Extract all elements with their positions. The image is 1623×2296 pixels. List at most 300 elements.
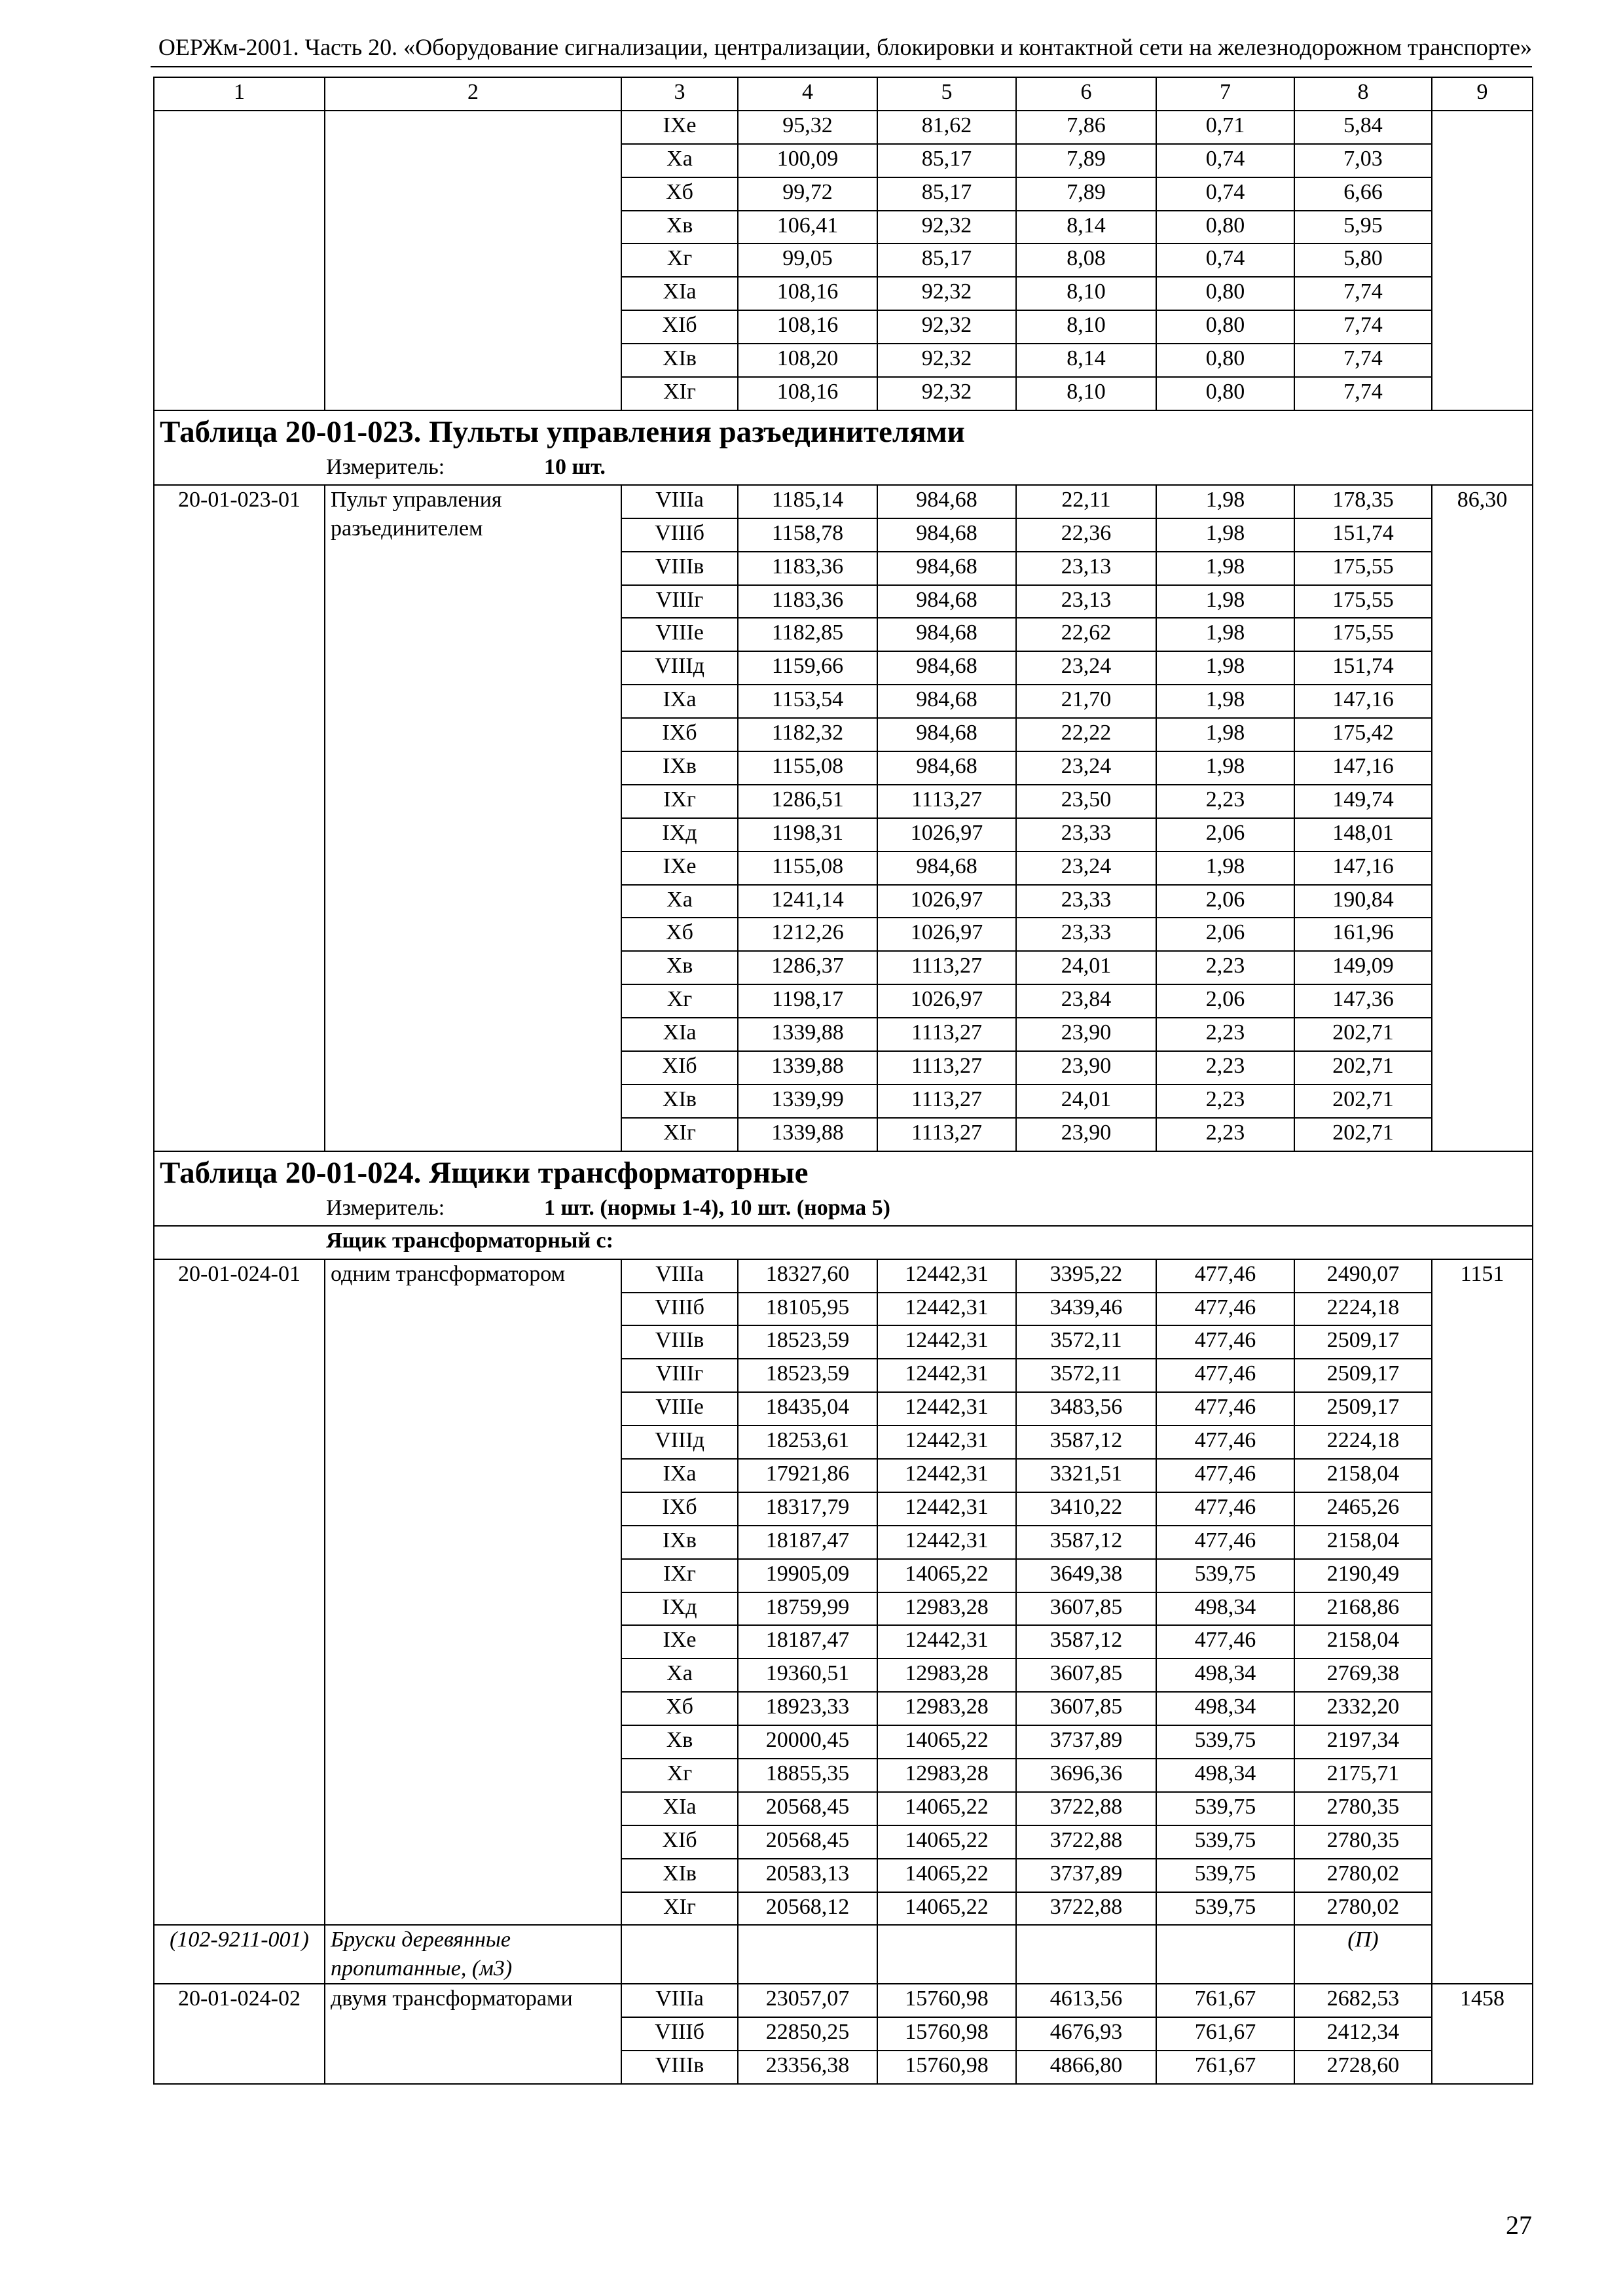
materials-cost: 147,16 [1294, 751, 1432, 785]
wages: 92,32 [877, 344, 1016, 377]
region-code: XIв [621, 344, 738, 377]
machine-cost: 8,10 [1016, 377, 1156, 410]
materials-cost: 175,42 [1294, 718, 1432, 751]
total-cost: 99,72 [738, 177, 877, 211]
materials-cost: 2465,26 [1294, 1492, 1432, 1526]
materials-cost: 149,09 [1294, 951, 1432, 984]
header-rule [151, 66, 1532, 67]
wages: 14065,22 [877, 1725, 1016, 1759]
region-code: VIIIа [621, 1984, 738, 2017]
wages: 12983,28 [877, 1759, 1016, 1792]
unit-value: 1 шт. (нормы 1-4), 10 шт. (норма 5) [544, 1195, 890, 1220]
machine-wages: 0,74 [1156, 144, 1294, 177]
materials-cost: 2190,49 [1294, 1559, 1432, 1592]
region-code: XIг [621, 1892, 738, 1926]
unit-cell [154, 453, 1533, 485]
norm-name: одним трансформатором [325, 1259, 621, 1926]
materials-cost: 149,74 [1294, 785, 1432, 818]
materials-cost: 147,16 [1294, 852, 1432, 885]
region-code: Xа [621, 885, 738, 918]
materials-cost: 2412,34 [1294, 2017, 1432, 2051]
empty-cell [738, 1925, 877, 1984]
wages: 12442,31 [877, 1293, 1016, 1326]
material-row [154, 1925, 1533, 1984]
wages: 85,17 [877, 177, 1016, 211]
materials-cost: 202,71 [1294, 1051, 1432, 1085]
unit-label: Измеритель: [326, 1195, 445, 1220]
machine-wages: 2,06 [1156, 818, 1294, 852]
total-cost: 1339,88 [738, 1051, 877, 1085]
total-cost: 1241,14 [738, 885, 877, 918]
materials-cost: 7,74 [1294, 377, 1432, 410]
region-code: IXб [621, 718, 738, 751]
total-cost: 18759,99 [738, 1592, 877, 1626]
region-code: VIIIб [621, 1293, 738, 1326]
region-code: XIб [621, 1825, 738, 1859]
machine-cost: 22,22 [1016, 718, 1156, 751]
materials-cost: 2780,02 [1294, 1859, 1432, 1892]
total-cost: 19905,09 [738, 1559, 877, 1592]
materials-cost: 2780,35 [1294, 1792, 1432, 1825]
total-cost: 95,32 [738, 111, 877, 144]
machine-wages: 477,46 [1156, 1492, 1294, 1526]
machine-wages: 2,06 [1156, 984, 1294, 1018]
column-number: 3 [621, 77, 738, 111]
region-code: Xв [621, 1725, 738, 1759]
region-code: Xб [621, 918, 738, 951]
machine-cost: 23,24 [1016, 651, 1156, 685]
empty-cell [1016, 1925, 1156, 1984]
total-cost: 1153,54 [738, 685, 877, 718]
machine-wages: 477,46 [1156, 1625, 1294, 1659]
wages: 12442,31 [877, 1325, 1016, 1359]
total-cost: 20568,45 [738, 1792, 877, 1825]
machine-cost: 3722,88 [1016, 1825, 1156, 1859]
total-cost: 1183,36 [738, 552, 877, 585]
total-cost: 18923,33 [738, 1692, 877, 1725]
materials-cost: 190,84 [1294, 885, 1432, 918]
wages: 12442,31 [877, 1625, 1016, 1659]
table-row [154, 1984, 1533, 2017]
wages: 12983,28 [877, 1659, 1016, 1692]
machine-cost: 23,33 [1016, 918, 1156, 951]
wages: 85,17 [877, 144, 1016, 177]
machine-wages: 539,75 [1156, 1859, 1294, 1892]
column-number: 5 [877, 77, 1016, 111]
total-cost: 18317,79 [738, 1492, 877, 1526]
wages: 92,32 [877, 310, 1016, 344]
machine-cost: 7,89 [1016, 144, 1156, 177]
total-cost: 1212,26 [738, 918, 877, 951]
machine-wages: 1,98 [1156, 485, 1294, 518]
region-code: IXа [621, 685, 738, 718]
materials-cost: 151,74 [1294, 651, 1432, 685]
machine-wages: 1,98 [1156, 518, 1294, 552]
norm-name: Пульт управления разъединителем [325, 485, 621, 1151]
machine-wages: 761,67 [1156, 2051, 1294, 2084]
norm-code: 20-01-024-02 [154, 1984, 325, 2084]
materials-cost: 6,66 [1294, 177, 1432, 211]
machine-wages: 1,98 [1156, 718, 1294, 751]
column-number: 4 [738, 77, 877, 111]
machine-wages: 1,98 [1156, 585, 1294, 619]
table-title-row [154, 410, 1533, 453]
machine-cost: 22,36 [1016, 518, 1156, 552]
region-code: VIIIа [621, 485, 738, 518]
materials-cost: 175,55 [1294, 552, 1432, 585]
wages: 12442,31 [877, 1359, 1016, 1392]
region-code: XIв [621, 1085, 738, 1118]
machine-cost: 3607,85 [1016, 1692, 1156, 1725]
materials-cost: 2769,38 [1294, 1659, 1432, 1692]
machine-wages: 0,80 [1156, 277, 1294, 310]
table-title: Таблица 20-01-024. Ящики трансформаторные [154, 1151, 1533, 1194]
machine-cost: 23,13 [1016, 585, 1156, 619]
machine-cost: 23,13 [1016, 552, 1156, 585]
machine-wages: 539,75 [1156, 1559, 1294, 1592]
wages: 15760,98 [877, 2017, 1016, 2051]
machine-cost: 3737,89 [1016, 1725, 1156, 1759]
region-code: VIIIа [621, 1259, 738, 1293]
wages: 984,68 [877, 585, 1016, 619]
machine-wages: 477,46 [1156, 1392, 1294, 1426]
wages: 1026,97 [877, 885, 1016, 918]
materials-cost: 5,95 [1294, 211, 1432, 244]
page-number: 27 [1506, 2210, 1532, 2240]
wages: 14065,22 [877, 1825, 1016, 1859]
machine-wages: 0,80 [1156, 310, 1294, 344]
region-code: IXв [621, 751, 738, 785]
norms-table [153, 77, 1533, 2085]
materials-cost: 2780,02 [1294, 1892, 1432, 1926]
machine-cost: 23,33 [1016, 885, 1156, 918]
machine-wages: 1,98 [1156, 618, 1294, 651]
materials-cost: 5,80 [1294, 243, 1432, 277]
machine-cost: 3321,51 [1016, 1459, 1156, 1492]
machine-cost: 23,90 [1016, 1018, 1156, 1051]
wages: 984,68 [877, 718, 1016, 751]
total-cost: 18105,95 [738, 1293, 877, 1326]
materials-cost: 2509,17 [1294, 1359, 1432, 1392]
machine-wages: 498,34 [1156, 1659, 1294, 1692]
total-cost: 108,16 [738, 277, 877, 310]
wages: 984,68 [877, 552, 1016, 585]
machine-cost: 24,01 [1016, 951, 1156, 984]
wages: 1026,97 [877, 818, 1016, 852]
machine-cost: 7,86 [1016, 111, 1156, 144]
machine-cost: 3572,11 [1016, 1325, 1156, 1359]
materials-cost: 151,74 [1294, 518, 1432, 552]
region-code: XIа [621, 1792, 738, 1825]
wages: 984,68 [877, 852, 1016, 885]
column-number: 6 [1016, 77, 1156, 111]
empty-cell [621, 1925, 738, 1984]
wages: 14065,22 [877, 1559, 1016, 1592]
machine-cost: 23,90 [1016, 1118, 1156, 1151]
machine-wages: 0,74 [1156, 177, 1294, 211]
subheading-row [154, 1226, 1533, 1259]
wages: 12442,31 [877, 1492, 1016, 1526]
machine-wages: 0,80 [1156, 377, 1294, 410]
total-cost: 106,41 [738, 211, 877, 244]
materials-cost: 2509,17 [1294, 1392, 1432, 1426]
region-code: IXа [621, 1459, 738, 1492]
column-number: 2 [325, 77, 621, 111]
materials-cost: 7,74 [1294, 277, 1432, 310]
table-row [154, 485, 1533, 518]
region-code: XIг [621, 377, 738, 410]
wages: 92,32 [877, 277, 1016, 310]
machine-cost: 8,14 [1016, 211, 1156, 244]
machine-cost: 3737,89 [1016, 1859, 1156, 1892]
total-cost: 18435,04 [738, 1392, 877, 1426]
column-number: 1 [154, 77, 325, 111]
region-code: IXг [621, 1559, 738, 1592]
machine-wages: 2,23 [1156, 785, 1294, 818]
materials-cost: 5,84 [1294, 111, 1432, 144]
norm-code: 20-01-023-01 [154, 485, 325, 1151]
materials-cost: 175,55 [1294, 585, 1432, 619]
labor-cell: 1458 [1432, 1984, 1533, 2084]
materials-cost: 2728,60 [1294, 2051, 1432, 2084]
wages: 1113,27 [877, 1085, 1016, 1118]
column-number: 9 [1432, 77, 1533, 111]
machine-wages: 761,67 [1156, 2017, 1294, 2051]
machine-wages: 539,75 [1156, 1725, 1294, 1759]
materials-cost: 2158,04 [1294, 1526, 1432, 1559]
total-cost: 18855,35 [738, 1759, 877, 1792]
region-code: XIа [621, 1018, 738, 1051]
region-code: VIIIв [621, 1325, 738, 1359]
machine-cost: 3722,88 [1016, 1892, 1156, 1926]
region-code: VIIIд [621, 651, 738, 685]
region-code: IXв [621, 1526, 738, 1559]
total-cost: 17921,86 [738, 1459, 877, 1492]
machine-wages: 2,06 [1156, 885, 1294, 918]
region-code: Xа [621, 1659, 738, 1692]
name-cell [325, 111, 621, 410]
region-code: IXе [621, 1625, 738, 1659]
wages: 92,32 [877, 211, 1016, 244]
total-cost: 108,16 [738, 377, 877, 410]
wages: 1026,97 [877, 984, 1016, 1018]
total-cost: 100,09 [738, 144, 877, 177]
materials-cost: 2509,17 [1294, 1325, 1432, 1359]
wages: 15760,98 [877, 1984, 1016, 2017]
machine-wages: 477,46 [1156, 1325, 1294, 1359]
wages: 12442,31 [877, 1459, 1016, 1492]
unit-value: 10 шт. [544, 454, 606, 479]
machine-cost: 3395,22 [1016, 1259, 1156, 1293]
machine-cost: 7,89 [1016, 177, 1156, 211]
region-code: IXг [621, 785, 738, 818]
empty-cell [877, 1925, 1016, 1984]
total-cost: 1198,17 [738, 984, 877, 1018]
materials-cost: 2490,07 [1294, 1259, 1432, 1293]
machine-cost: 3607,85 [1016, 1659, 1156, 1692]
wages: 12442,31 [877, 1426, 1016, 1459]
machine-cost: 4676,93 [1016, 2017, 1156, 2051]
machine-wages: 477,46 [1156, 1359, 1294, 1392]
wages: 12442,31 [877, 1259, 1016, 1293]
materials-cost: 2224,18 [1294, 1293, 1432, 1326]
machine-wages: 477,46 [1156, 1526, 1294, 1559]
materials-cost: 2158,04 [1294, 1459, 1432, 1492]
machine-cost: 3722,88 [1016, 1792, 1156, 1825]
wages: 984,68 [877, 751, 1016, 785]
machine-wages: 0,80 [1156, 344, 1294, 377]
labor-cell: 1151 [1432, 1259, 1533, 1984]
region-code: XIг [621, 1118, 738, 1151]
machine-cost: 3410,22 [1016, 1492, 1156, 1526]
empty-cell [1156, 1925, 1294, 1984]
machine-wages: 2,23 [1156, 951, 1294, 984]
machine-cost: 23,50 [1016, 785, 1156, 818]
wages: 1113,27 [877, 1018, 1016, 1051]
total-cost: 1339,99 [738, 1085, 877, 1118]
region-code: Xг [621, 243, 738, 277]
code-cell [154, 111, 325, 410]
region-code: IXе [621, 111, 738, 144]
machine-cost: 3607,85 [1016, 1592, 1156, 1626]
machine-cost: 3587,12 [1016, 1526, 1156, 1559]
materials-cost: 202,71 [1294, 1018, 1432, 1051]
machine-wages: 498,34 [1156, 1692, 1294, 1725]
total-cost: 1155,08 [738, 751, 877, 785]
machine-wages: 1,98 [1156, 751, 1294, 785]
machine-cost: 23,24 [1016, 852, 1156, 885]
wages: 1113,27 [877, 1118, 1016, 1151]
region-code: VIIIв [621, 2051, 738, 2084]
unit-cell [154, 1194, 1533, 1226]
total-cost: 23356,38 [738, 2051, 877, 2084]
wages: 81,62 [877, 111, 1016, 144]
region-code: Xг [621, 984, 738, 1018]
region-code: VIIIе [621, 618, 738, 651]
region-code: IXб [621, 1492, 738, 1526]
region-code: Xа [621, 144, 738, 177]
materials-cost: 202,71 [1294, 1085, 1432, 1118]
region-code: Xб [621, 177, 738, 211]
machine-cost: 23,84 [1016, 984, 1156, 1018]
machine-cost: 3649,38 [1016, 1559, 1156, 1592]
unit-row [154, 1194, 1533, 1226]
material-name: Бруски деревянные пропитанные, (м3) [325, 1925, 621, 1984]
materials-cost: 2197,34 [1294, 1725, 1432, 1759]
total-cost: 18523,59 [738, 1359, 877, 1392]
machine-wages: 477,46 [1156, 1259, 1294, 1293]
machine-wages: 0,74 [1156, 243, 1294, 277]
wages: 12983,28 [877, 1692, 1016, 1725]
column-number: 8 [1294, 77, 1432, 111]
wages: 14065,22 [877, 1792, 1016, 1825]
materials-cost: 178,35 [1294, 485, 1432, 518]
wages: 12442,31 [877, 1392, 1016, 1426]
labor-cell: 86,30 [1432, 485, 1533, 1151]
total-cost: 108,16 [738, 310, 877, 344]
wages: 12442,31 [877, 1526, 1016, 1559]
total-cost: 18327,60 [738, 1259, 877, 1293]
machine-cost: 8,10 [1016, 277, 1156, 310]
table-row [154, 1259, 1533, 1293]
region-code: IXд [621, 818, 738, 852]
unit-row [154, 453, 1533, 485]
region-code: XIв [621, 1859, 738, 1892]
machine-wages: 477,46 [1156, 1459, 1294, 1492]
machine-wages: 1,98 [1156, 852, 1294, 885]
total-cost: 1286,37 [738, 951, 877, 984]
wages: 1113,27 [877, 1051, 1016, 1085]
machine-cost: 23,90 [1016, 1051, 1156, 1085]
machine-cost: 8,08 [1016, 243, 1156, 277]
machine-cost: 3587,12 [1016, 1625, 1156, 1659]
region-code: XIа [621, 277, 738, 310]
region-code: XIб [621, 1051, 738, 1085]
machine-cost: 21,70 [1016, 685, 1156, 718]
wages: 984,68 [877, 685, 1016, 718]
materials-cost: 2224,18 [1294, 1426, 1432, 1459]
machine-cost: 3696,36 [1016, 1759, 1156, 1792]
materials-cost: 148,01 [1294, 818, 1432, 852]
wages: 984,68 [877, 518, 1016, 552]
machine-cost: 8,14 [1016, 344, 1156, 377]
machine-wages: 1,98 [1156, 685, 1294, 718]
wages: 14065,22 [877, 1859, 1016, 1892]
materials-cost: 2158,04 [1294, 1625, 1432, 1659]
region-code: VIIIе [621, 1392, 738, 1426]
region-code: Xв [621, 951, 738, 984]
materials-cost: 147,36 [1294, 984, 1432, 1018]
subheading: Ящик трансформаторный с: [154, 1226, 1533, 1259]
materials-cost: 2175,71 [1294, 1759, 1432, 1792]
wages: 1113,27 [877, 785, 1016, 818]
materials-cost: 2682,53 [1294, 1984, 1432, 2017]
region-code: Xг [621, 1759, 738, 1792]
total-cost: 1286,51 [738, 785, 877, 818]
total-cost: 1158,78 [738, 518, 877, 552]
region-code: IXе [621, 852, 738, 885]
machine-cost: 4613,56 [1016, 1984, 1156, 2017]
total-cost: 18187,47 [738, 1625, 877, 1659]
wages: 12983,28 [877, 1592, 1016, 1626]
machine-cost: 23,24 [1016, 751, 1156, 785]
machine-wages: 2,06 [1156, 918, 1294, 951]
machine-cost: 24,01 [1016, 1085, 1156, 1118]
region-code: VIIIв [621, 552, 738, 585]
region-code: XIб [621, 310, 738, 344]
region-code: VIIIг [621, 585, 738, 619]
total-cost: 20568,45 [738, 1825, 877, 1859]
machine-wages: 0,80 [1156, 211, 1294, 244]
machine-cost: 4866,80 [1016, 2051, 1156, 2084]
machine-wages: 477,46 [1156, 1293, 1294, 1326]
wages: 1026,97 [877, 918, 1016, 951]
machine-cost: 3439,46 [1016, 1293, 1156, 1326]
total-cost: 1159,66 [738, 651, 877, 685]
machine-wages: 1,98 [1156, 552, 1294, 585]
materials-cost: 202,71 [1294, 1118, 1432, 1151]
materials-cost: 147,16 [1294, 685, 1432, 718]
machine-wages: 2,23 [1156, 1018, 1294, 1051]
machine-wages: 2,23 [1156, 1085, 1294, 1118]
region-code: Xв [621, 211, 738, 244]
wages: 984,68 [877, 618, 1016, 651]
machine-wages: 539,75 [1156, 1825, 1294, 1859]
machine-wages: 477,46 [1156, 1426, 1294, 1459]
table-body [154, 77, 1533, 2084]
table-title-row [154, 1151, 1533, 1194]
machine-wages: 539,75 [1156, 1792, 1294, 1825]
